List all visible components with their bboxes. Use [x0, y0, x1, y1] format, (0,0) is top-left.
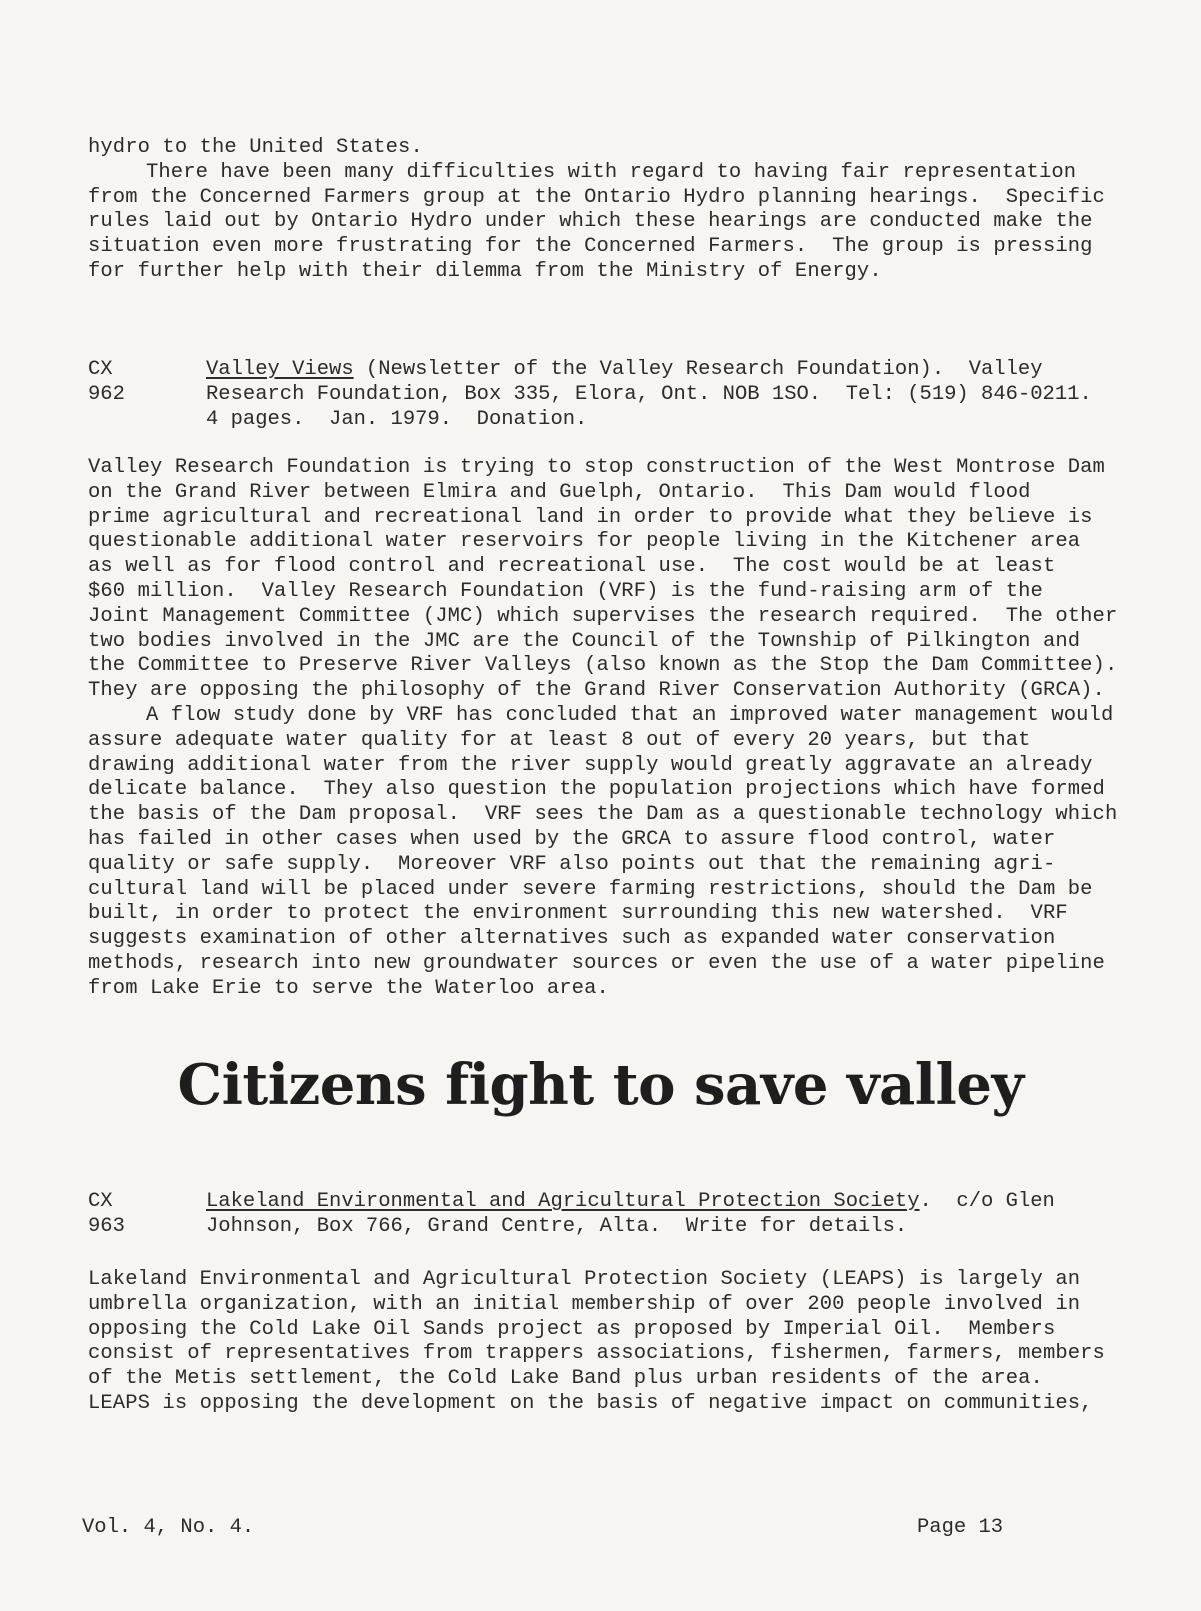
citation-text: . c/o Glen — [919, 1190, 1055, 1213]
entry-963-description — [88, 1268, 1108, 1417]
text-line: prime agricultural and recreational land in order to provide what they believe is — [88, 505, 1093, 529]
text-line: There have been many difficulties with regard to having fair representation — [146, 160, 1077, 184]
text-line: Lakeland Environmental and Agricultural Protection Society (LEAPS) is largely an — [88, 1268, 1081, 1291]
text-line: suggests examination of other alternatives such as expanded water conservation — [88, 927, 1056, 951]
text-line: LEAPS is opposing the development on the basis of negative impact on communities, — [88, 1391, 1093, 1415]
entry-962-description — [88, 456, 1118, 1002]
citation-text: (Newsletter of the Valley Research Foundation). Valley — [353, 358, 1043, 381]
text-line: Joint Management Committee (JMC) which supervises the research required. The other — [88, 604, 1118, 628]
text-line: from the Concerned Farmers group at the Ontario Hydro planning hearings. Specific — [88, 185, 1105, 209]
text-line: of the Metis settlement, the Cold Lake Band plus urban residents of the area. — [88, 1367, 1043, 1391]
text-line: $60 million. Valley Research Foundation (VRF) is the fund-raising arm of the — [88, 579, 1043, 603]
citation-text: Research Foundation, Box 335, Elora, Ont. NOB 1SO. Tel: (519) 846-0211. — [206, 382, 1092, 406]
entry-code-number: 962 — [88, 382, 125, 406]
entry-code-prefix: CX — [88, 358, 113, 381]
entry-citation — [206, 1190, 1106, 1240]
text-line: drawing additional water from the river supply would greatly aggravate an already — [88, 753, 1093, 777]
text-line: They are opposing the philosophy of the Grand River Conservation Authority (GRCA). — [88, 679, 1105, 703]
page-number: Page 13 — [917, 1516, 1004, 1539]
entry-code-prefix: CX — [88, 1190, 113, 1213]
publication-title: Valley Views — [206, 358, 354, 381]
text-line: the Committee to Preserve River Valleys (also known as the Stop the Dam Committee). — [88, 654, 1118, 678]
headline: Citizens fight to save valley — [177, 1052, 1024, 1118]
text-line: delicate balance. They also question the population projections which have formed — [88, 778, 1105, 802]
entry-cx-963 — [88, 1190, 1108, 1246]
text-line: opposing the Cold Lake Oil Sands project as proposed by Imperial Oil. Members — [88, 1317, 1056, 1341]
text-line: for further help with their dilemma from the Ministry of Energy. — [88, 259, 882, 283]
text-line: consist of representatives from trappers associations, fishermen, farmers, members — [88, 1342, 1105, 1366]
volume-number: Vol. 4, No. 4. — [82, 1516, 255, 1539]
organization-title: Lakeland Environmental and Agricultural Protection Society — [206, 1190, 920, 1213]
entry-code — [88, 1190, 178, 1240]
citation-text: 4 pages. Jan. 1979. Donation. — [206, 407, 588, 431]
text-line: hydro to the United States. — [88, 136, 423, 159]
text-line: has failed in other cases when used by the GRCA to assure flood control, water — [88, 827, 1056, 851]
text-line: rules laid out by Ontario Hydro under which these hearings are conducted make the — [88, 210, 1093, 234]
text-line: umbrella organization, with an initial membership of over 200 people involved in — [88, 1292, 1081, 1316]
text-line: two bodies involved in the JMC are the Council of the Township of Pilkington and — [88, 629, 1081, 653]
intro-paragraph — [88, 136, 1108, 285]
text-line: A flow study done by VRF has concluded that an improved water management would — [146, 703, 1114, 727]
text-line: questionable additional water reservoirs for people living in the Kitchener area — [88, 530, 1081, 554]
text-line: built, in order to protect the environment surrounding this new watershed. VRF — [88, 902, 1068, 926]
text-line: assure adequate water quality for at least 8 out of every 20 years, but that — [88, 728, 1031, 752]
entry-citation — [206, 358, 1106, 432]
text-line: from Lake Erie to serve the Waterloo area. — [88, 976, 609, 1000]
text-line: quality or safe supply. Moreover VRF also points out that the remaining agri- — [88, 852, 1056, 876]
text-line: as well as for flood control and recreational use. The cost would be at least — [88, 555, 1056, 579]
text-line: on the Grand River between Elmira and Guelph, Ontario. This Dam would flood — [88, 480, 1031, 504]
text-line: cultural land will be placed under severe farming restrictions, should the Dam be — [88, 877, 1093, 901]
text-line: methods, research into new groundwater sources or even the use of a water pipeline — [88, 951, 1105, 975]
entry-code-number: 963 — [88, 1214, 125, 1238]
text-line: the basis of the Dam proposal. VRF sees the Dam as a questionable technology which — [88, 803, 1118, 827]
entry-cx-962 — [88, 358, 1108, 438]
text-line: situation even more frustrating for the Concerned Farmers. The group is pressing — [88, 235, 1093, 259]
text-line: Valley Research Foundation is trying to stop construction of the West Montrose Dam — [88, 456, 1105, 479]
citation-text: Johnson, Box 766, Grand Centre, Alta. Write for details. — [206, 1214, 908, 1238]
entry-code — [88, 358, 178, 408]
